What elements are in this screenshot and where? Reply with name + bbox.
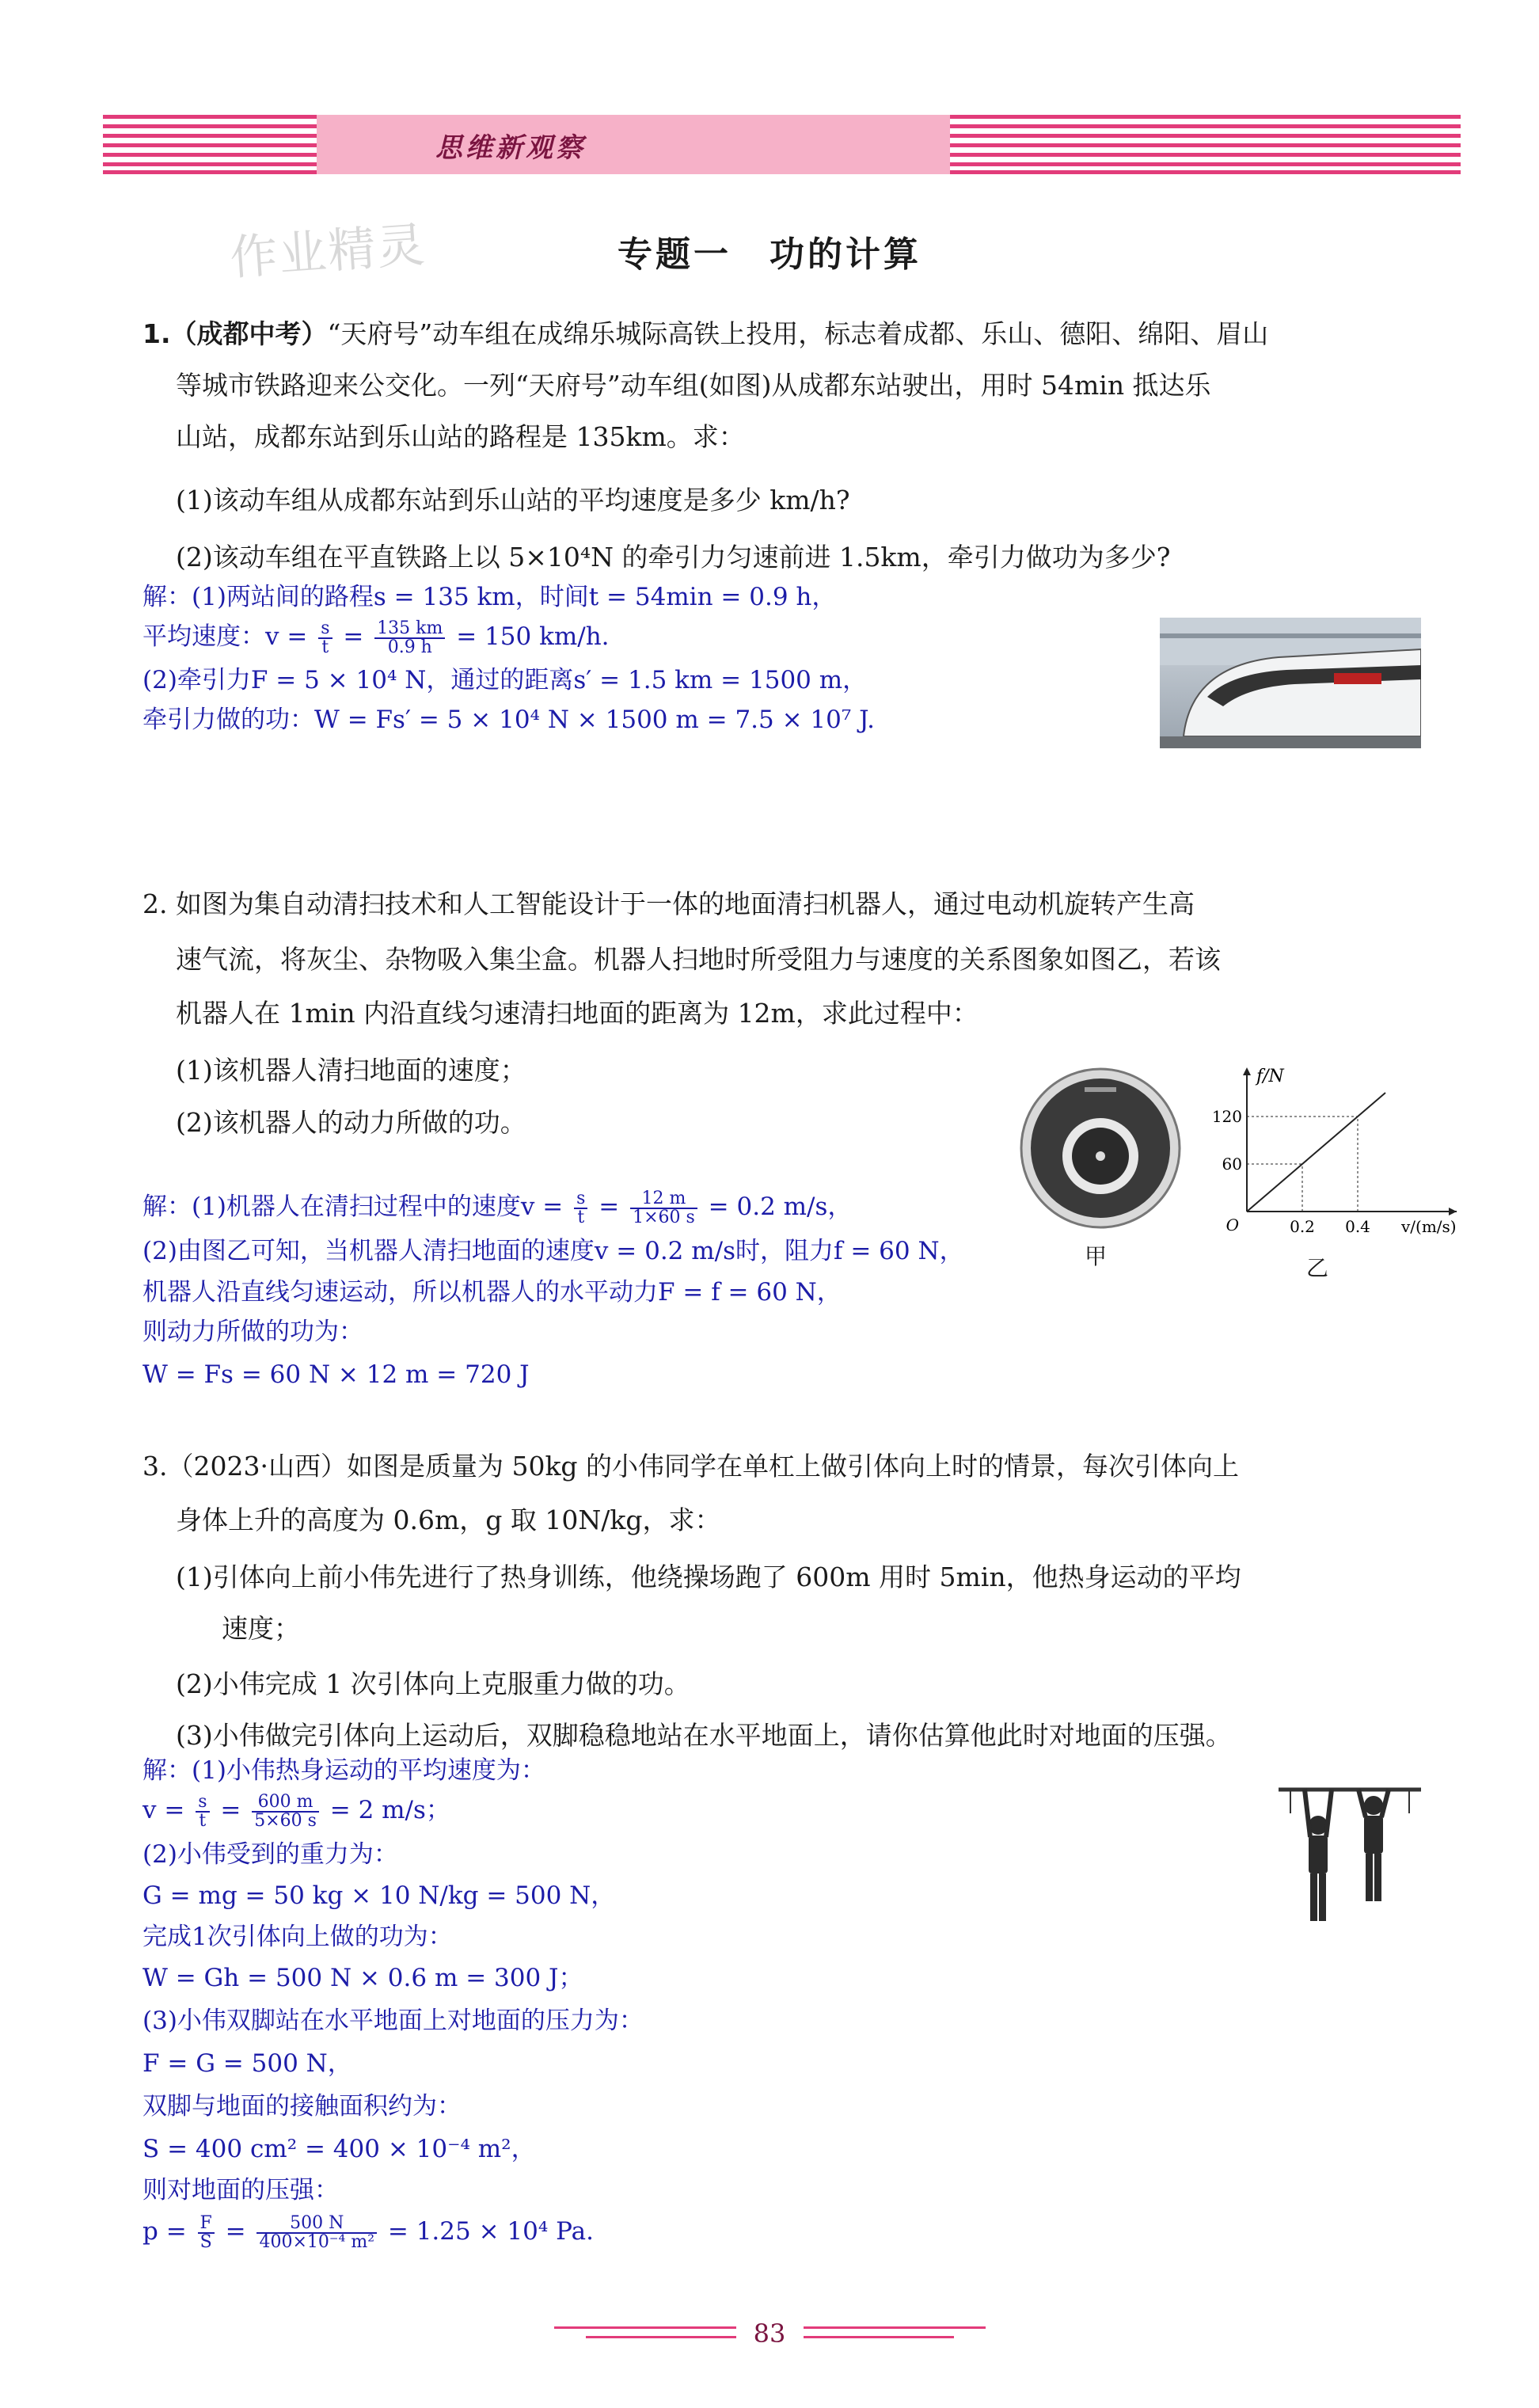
x-tick-0.4: 0.4 [1345,1217,1370,1236]
force-velocity-svg [1211,1061,1472,1243]
y-tick-120: 120 [1211,1107,1242,1126]
x-tick-0.2: 0.2 [1290,1217,1315,1236]
q3-sub1b: 速度； [222,1613,300,1644]
q3-answer-5: 完成1次引体向上做的功为： [142,1923,453,1951]
q2-line1: 2. 如图为集自动清扫技术和人工智能设计于一体的地面清扫机器人，通过电动机旋转产生高 [142,888,1195,919]
y-tick-60: 60 [1222,1155,1242,1174]
q2-sub1: (1)该机器人清扫地面的速度； [176,1055,526,1086]
q3-sub2: (2)小伟完成 1 次引体向上克服重力做的功。 [176,1668,690,1699]
q1-sub2: (2)该动车组在平直铁路上以 5×10⁴N 的牵引力匀速前进 1.5km，牵引力做功为多少? [176,542,1171,573]
q2-answer-2: (2)由图乙可知，当机器人清扫地面的速度v = 0.2 m/s时，阻力f = 60 N， [142,1237,964,1265]
y-axis-label: f/N [1256,1067,1284,1086]
q3-answer-3: (2)小伟受到的重力为： [142,1840,398,1869]
q3-answer-9: 双脚与地面的接触面积约为： [142,2092,462,2121]
origin-label: O [1226,1215,1239,1234]
q3-answer-8: F = G = 500 N， [142,2049,352,2078]
q2-answer-3: 机器人沿直线匀速运动，所以机器人的水平动力F = f = 60 N， [142,1278,842,1307]
q2-answer-5: W = Fs = 60 N × 12 m = 720 J [142,1360,530,1389]
q1-answer-3: (2)牵引力F = 5 × 10⁴ N，通过的距离s′ = 1.5 km = 1500 m， [142,666,868,694]
q3-sub3: (3)小伟做完引体向上运动后，双脚稳稳地站在水平地面上，请你估算他此时对地面的压强。 [176,1720,1232,1751]
q1-line1: 1.（成都中考）“天府号”动车组在成绵乐城际高铁上投用，标志着成都、乐山、德阳、绵阳、眉山 [142,318,1269,349]
x-axis-arrow [1449,1208,1457,1215]
series-line [1247,1093,1385,1212]
q3-answer-10: S = 400 cm² = 400 × 10⁻⁴ m²， [142,2135,536,2163]
x-axis-label: v/(m/s) [1401,1217,1457,1236]
header-label: 思维新观察 [435,132,586,164]
q2-line3: 机器人在 1min 内沿直线匀速清扫地面的距离为 12m，求此过程中： [176,998,978,1029]
q3-answer-7: (3)小伟双脚站在水平地面上对地面的压力为： [142,2007,644,2035]
q3-line2: 身体上升的高度为 0.6m，g 取 10N/kg，求： [176,1505,721,1535]
q2-answer-4: 则动力所做的功为： [142,1318,363,1346]
q1-source: 1.（成都中考） [142,318,328,349]
q2-line2: 速气流，将灰尘、杂物吸入集尘盒。机器人扫地时所受阻力与速度的关系图象如图乙，若该 [176,944,1221,975]
page-number: 83 [753,2319,786,2349]
q3-answer-1: 解：(1)小伟热身运动的平均速度为： [142,1756,545,1785]
pull-up-image [1275,1782,1425,1935]
caption-jia: 甲 [1085,1243,1108,1269]
q1-answer-4: 牵引力做的功：W = Fs′ = 5 × 10⁴ N × 1500 m = 7.5 × 10⁷ J. [142,706,876,734]
q3-answer-4: G = mg = 50 kg × 10 N/kg = 500 N， [142,1881,616,1910]
q1-line2: 等城市铁路迎来公交化。一列“天府号”动车组(如图)从成都东站驶出，用时 54min 抵达乐 [176,370,1211,401]
q3-line1: 3.（2023·山西）如图是质量为 50kg 的小伟同学在单杠上做引体向上时的情景，每次引体向上 [142,1451,1240,1482]
q1-line3: 山站，成都东站到乐山站的路程是 135km。求： [176,421,745,452]
header-label-box [317,115,950,174]
q3-answer-12: p = $\frac{F}{S}$ = $\frac{500 N}{\text{400×10⁻⁴ m²}}$ = 1.25 × 10⁴ Pa. [142,2212,594,2252]
train-image [1160,618,1421,748]
q3-answer-11: 则对地面的压强： [142,2176,339,2204]
header-band [103,115,1461,174]
q2-answer-1: 解：(1)机器人在清扫过程中的速度v = $\frac{s}{t}$ = $\frac{12 m}{1\times 60 s}$ = 0.2 m/s， [142,1188,853,1227]
robot-vacuum-image [1013,1065,1188,1234]
caption-yi: 乙 [1306,1255,1329,1281]
watermark: 作业精灵 [228,217,428,287]
page-title: 专题一 功的计算 [618,234,922,275]
q1-answer-2: 平均速度：v = $\frac{s}{t}$ = $\frac{135 km}{0.9 h}$ = 150 km/h. [142,618,610,657]
q1-answer-1: 解：(1)两站间的路程s = 135 km，时间t = 54min = 0.9 h， [142,583,837,611]
q1-sub1: (1)该动车组从成都东站到乐山站的平均速度是多少 km/h? [176,485,850,515]
q3-answer-6: W = Gh = 500 N × 0.6 m = 300 J； [142,1964,583,1992]
q3-sub1a: (1)引体向上前小伟先进行了热身训练，他绕操场跑了 600m 用时 5min，他热身运动的平均 [176,1562,1241,1592]
y-axis-arrow [1243,1067,1251,1075]
q3-answer-2: v = $\frac{s}{t}$ = $\frac{600 m}{5\times 60 s}$ = 2 m/s； [142,1791,450,1831]
q2-sub2: (2)该机器人的动力所做的功。 [176,1107,526,1138]
force-velocity-graph [1211,1061,1472,1246]
